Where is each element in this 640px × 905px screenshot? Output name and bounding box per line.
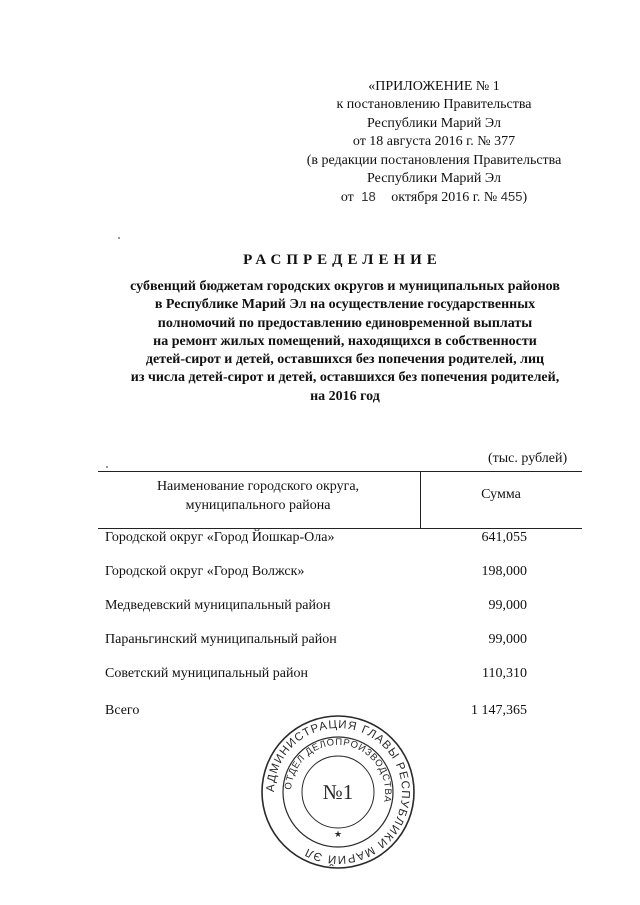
appendix-line-2: к постановлению Правительства <box>336 97 532 113</box>
row-name: Городской округ «Город Волжск» <box>105 564 305 579</box>
row-value: 198,000 <box>481 564 527 579</box>
amendment-day: 18 <box>361 189 376 205</box>
row-name: Городской округ «Город Йошкар-Ола» <box>105 530 335 545</box>
header-sum-column: Сумма <box>481 487 521 502</box>
appendix-line-3: Республики Марий Эл <box>367 115 501 131</box>
appendix-line-5: (в редакции постановления Правительства <box>306 152 562 168</box>
subtitle-line: на ремонт жилых помещений, находящихся в собственности <box>153 333 537 349</box>
subtitle-line: в Республике Марий Эл на осуществление государственных <box>154 297 536 313</box>
stamp-star-icon: ★ <box>333 830 343 840</box>
appendix-line-7 <box>300 188 568 207</box>
table-header <box>98 471 582 529</box>
subtitle-line: из числа детей-сирот и детей, оставшихся без попечения родителей, <box>130 370 560 386</box>
stamp-center-number: №1 <box>322 780 354 804</box>
header-name-line: муниципального района <box>185 498 331 513</box>
table-row <box>98 598 582 618</box>
table-row <box>98 564 582 584</box>
stamp-inner-text: ОТДЕЛ ДЕЛОПРОИЗВОДСТВА <box>282 736 394 804</box>
table-row <box>98 666 582 686</box>
row-name: Советский муниципальный район <box>105 666 308 681</box>
row-name: Медведевский муниципальный район <box>105 598 331 613</box>
subtitle-line: субвенций бюджетам городских округов и муниципальных районов <box>130 279 560 294</box>
subtitle-line: полномочий по предоставлению единовременной выплаты <box>157 315 533 331</box>
document-title: РАСПРЕДЕЛЕНИЕ <box>243 252 442 268</box>
scan-speck <box>118 237 120 239</box>
row-name: Параньгинский муниципальный район <box>105 632 337 647</box>
amendment-number: 455 <box>500 189 523 205</box>
stamp-outer-text: АДМИНИСТРАЦИЯ ГЛАВЫ РЕСПУБЛИКИ МАРИЙ ЭЛ <box>264 718 412 866</box>
row-value: 1 147,365 <box>471 703 527 718</box>
amendment-month-year: октября 2016 г. № <box>391 190 498 206</box>
row-value: 641,055 <box>481 530 527 545</box>
table-row <box>98 530 582 550</box>
document-subtitle <box>95 278 595 406</box>
appendix-line-4: от 18 августа 2016 г. № 377 <box>352 134 516 150</box>
distribution-table <box>98 471 582 718</box>
row-value: 99,000 <box>488 632 527 647</box>
row-value: 99,000 <box>488 598 527 613</box>
appendix-header <box>300 78 568 208</box>
row-name: Всего <box>105 703 140 718</box>
amendment-date-prefix: от <box>340 190 354 206</box>
subtitle-line: на 2016 год <box>310 388 380 404</box>
official-stamp <box>258 712 418 872</box>
appendix-line-6: Республики Марий Эл <box>367 171 501 187</box>
subtitle-line: детей-сирот и детей, оставшихся без попечения родителей, лиц <box>145 352 545 368</box>
table-row <box>98 632 582 652</box>
row-value: 110,310 <box>482 666 527 681</box>
header-name-line: Наименование городского округа, <box>156 479 360 494</box>
scan-speck <box>106 466 108 468</box>
amendment-close-paren: ) <box>522 190 528 206</box>
header-name-column <box>98 477 418 515</box>
units-label: (тыс. рублей) <box>488 451 568 466</box>
appendix-line-1: «ПРИЛОЖЕНИЕ № 1 <box>368 79 500 94</box>
